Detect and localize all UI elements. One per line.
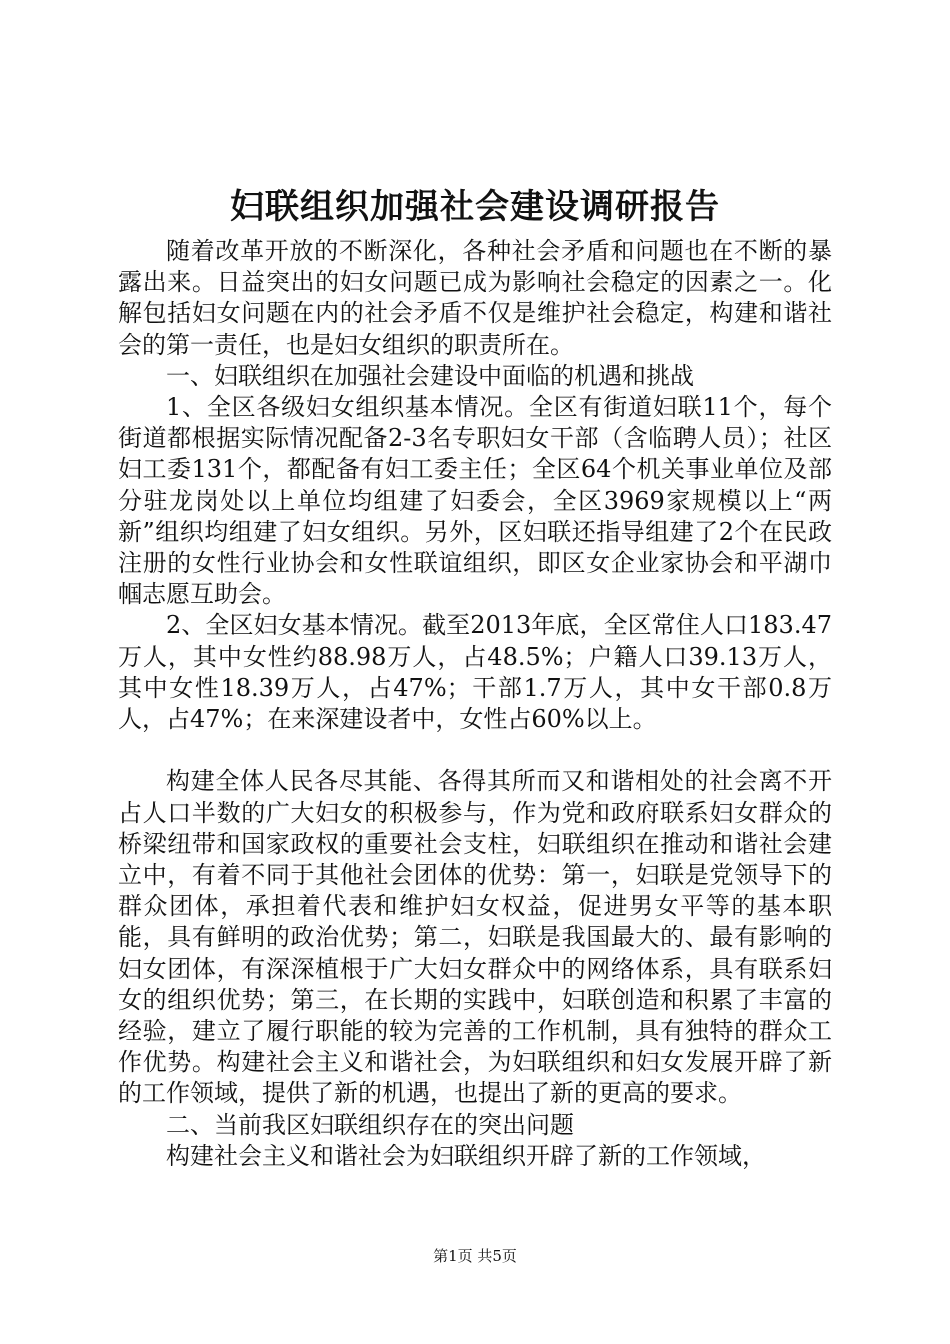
intro-paragraph: 随着改革开放的不断深化，各种社会矛盾和问题也在不断的暴露出来。日益突出的妇女问题已成为影响社会稳定的因素之一。化解包括妇女问题在内的社会矛盾不仅是维护社会稳定，构建和谐社会的第一责任，也是妇女组织的职责所在。 bbox=[118, 237, 832, 359]
document-title: 妇联组织加强社会建设调研报告 bbox=[230, 187, 720, 227]
page-footer: 第1页 共5页 bbox=[433, 1247, 517, 1265]
paragraph-spacer bbox=[118, 735, 832, 766]
paragraph-org-status: 1、全区各级妇女组织基本情况。全区有街道妇联11个，每个街道都根据实际情况配备2-3名专职妇女干部（含临聘人员）；社区妇工委131个，都配备有妇工委主任；全区64个机关事业单位及部分驻龙岗处以上单位均组建了妇委会，全区3969家规模以上“两新”组织均组建了妇女组织。另外，区妇联还指导组建了2个在民政注册的女性行业协会和女性联谊组织，即区女企业家协会和平湖巾帼志愿互助会。 bbox=[118, 393, 832, 609]
section-heading-2: 二、当前我区妇联组织存在的突出问题 bbox=[166, 1110, 574, 1139]
section-heading-1: 一、妇联组织在加强社会建设中面临的机遇和挑战 bbox=[166, 361, 694, 390]
paragraph-continued: 构建社会主义和谐社会为妇联组织开辟了新的工作领域， bbox=[166, 1141, 766, 1170]
paragraph-women-status: 2、全区妇女基本情况。截至2013年底，全区常住人口183.47万人，其中女性约88.98万人，占48.5%；户籍人口39.13万人，其中女性18.39万人，占47%；干部1.7万人，其中女干部0.8万人，占47%；在来深建设者中，女性占60%以上。 bbox=[118, 611, 832, 734]
paragraph-advantages: 构建全体人民各尽其能、各得其所而又和谐相处的社会离不开占人口半数的广大妇女的积极参与，作为党和政府联系妇女群众的桥梁纽带和国家政权的重要社会支柱，妇联组织在推动和谐社会建立中，有着不同于其他社会团体的优势：第一，妇联是党领导下的群众团体，承担着代表和维护妇女权益，促进男女平等的基本职能，具有鲜明的政治优势；第二，妇联是我国最大的、最有影响的妇女团体，有深深植根于广大妇女群众中的网络体系，具有联系妇女的组织优势；第三，在长期的实践中，妇联创造和积累了丰富的经验，建立了履行职能的较为完善的工作机制，具有独特的群众工作优势。构建社会主义和谐社会，为妇联组织和妇女发展开辟了新的工作领域，提供了新的机遇，也提出了新的更高的要求。 bbox=[118, 767, 832, 1108]
document-body bbox=[118, 236, 832, 1172]
